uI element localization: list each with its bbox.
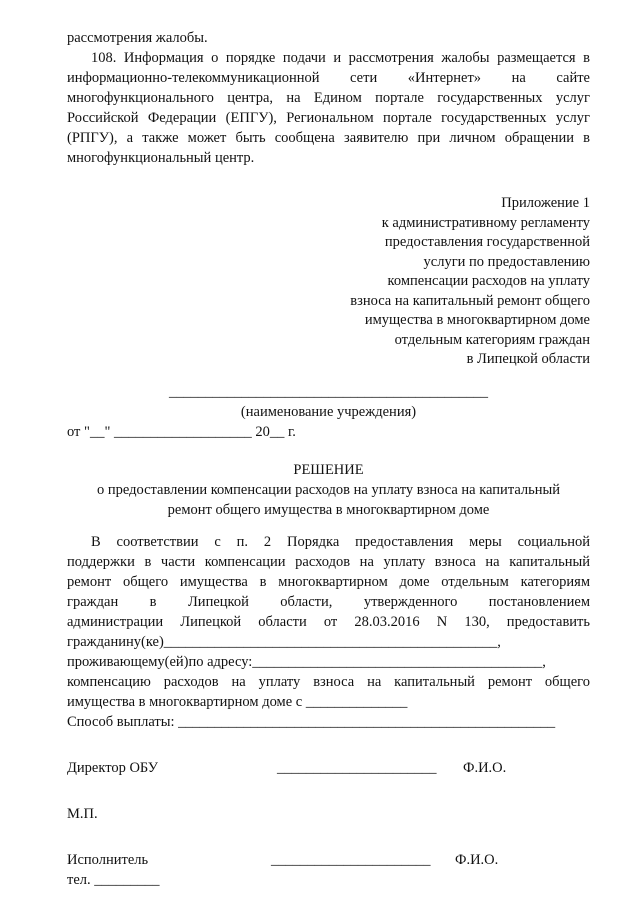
body-line: граждан в Липецкой области, утвержденного постановлением — [67, 593, 590, 610]
start-date-line: имущества в многоквартирном доме с ______________ — [67, 693, 408, 710]
text-line: многофункциональный центр. — [67, 150, 255, 166]
body-line: ремонт общего имущества в многоквартирном доме отдельным категориям — [67, 573, 590, 590]
body-line: компенсацию расходов на уплату взноса на капитальный ремонт общего — [67, 673, 590, 690]
appendix-block — [67, 194, 590, 370]
institution-caption: (наименование учреждения) — [240, 403, 417, 420]
executor-signature-line: ______________________ — [271, 851, 431, 868]
body-line: администрации Липецкой области от 28.03.2016 N 130, предоставить — [67, 613, 590, 630]
decision-subtitle-line: ремонт общего имущества в многоквартирном доме — [167, 501, 490, 518]
appendix-line: взноса на капитальный ремонт общего — [350, 292, 590, 309]
appendix-line: имущества в многоквартирном доме — [364, 312, 590, 328]
appendix-line: в Липецкой области — [466, 351, 590, 367]
address-line: проживающему(ей)по адресу:________________________________________, — [67, 653, 546, 670]
institution-block — [67, 382, 590, 422]
text-line: многофункционального центра, на Едином портале государственных услуг — [67, 90, 590, 106]
text-line: 108. Информация о порядке подачи и рассмотрения жалобы размещается в — [91, 50, 590, 66]
date-line: от "__" ___________________ 20__ г. — [67, 423, 296, 440]
decision-header — [67, 460, 590, 520]
appendix-line: компенсации расходов на уплату — [387, 273, 590, 289]
appendix-line: предоставления государственной — [384, 234, 590, 250]
document-page — [67, 28, 590, 890]
stamp-place: М.П. — [67, 805, 98, 822]
appendix-line: к административному регламенту — [381, 214, 590, 231]
decision-subtitle-line: о предоставлении компенсации расходов на уплату взноса на капитальный — [96, 481, 561, 498]
text-line: рассмотрения жалобы. — [67, 30, 208, 46]
executor-signature-row — [67, 850, 590, 870]
recipient-line: гражданину(ке)______________________________________________, — [67, 633, 501, 650]
payment-method-line: Способ выплаты: ____________________________________________________ — [67, 713, 556, 730]
director-signature-line: ______________________ — [277, 759, 437, 776]
executor-label: Исполнитель — [67, 851, 149, 868]
director-signature-row — [67, 758, 590, 778]
director-name-placeholder: Ф.И.О. — [463, 759, 507, 776]
paragraph-complaint-info — [67, 28, 590, 168]
director-label: Директор ОБУ — [67, 759, 159, 776]
appendix-line: услуги по предоставлению — [423, 253, 590, 270]
text-line: информационно-телекоммуникационной сети «Интернет» на сайте — [67, 70, 590, 86]
body-line: поддержки в части компенсации расходов на уплату взноса на капитальный — [67, 553, 590, 570]
text-line: (РПГУ), а также может быть сообщена заявителю при личном обращении в — [67, 130, 590, 146]
institution-blank-line: ____________________________________________ — [169, 383, 488, 400]
decision-body — [67, 532, 590, 732]
appendix-title: Приложение 1 — [501, 195, 590, 211]
text-line: Российской Федерации (ЕПГУ), Региональном портале государственных услуг — [67, 110, 590, 126]
executor-name-placeholder: Ф.И.О. — [455, 851, 499, 868]
body-line: В соответствии с п. 2 Порядка предоставления меры социальной — [91, 533, 590, 550]
decision-title: РЕШЕНИЕ — [293, 461, 364, 478]
appendix-line: отдельным категориям граждан — [394, 331, 590, 348]
phone-line: тел. _________ — [67, 871, 160, 888]
